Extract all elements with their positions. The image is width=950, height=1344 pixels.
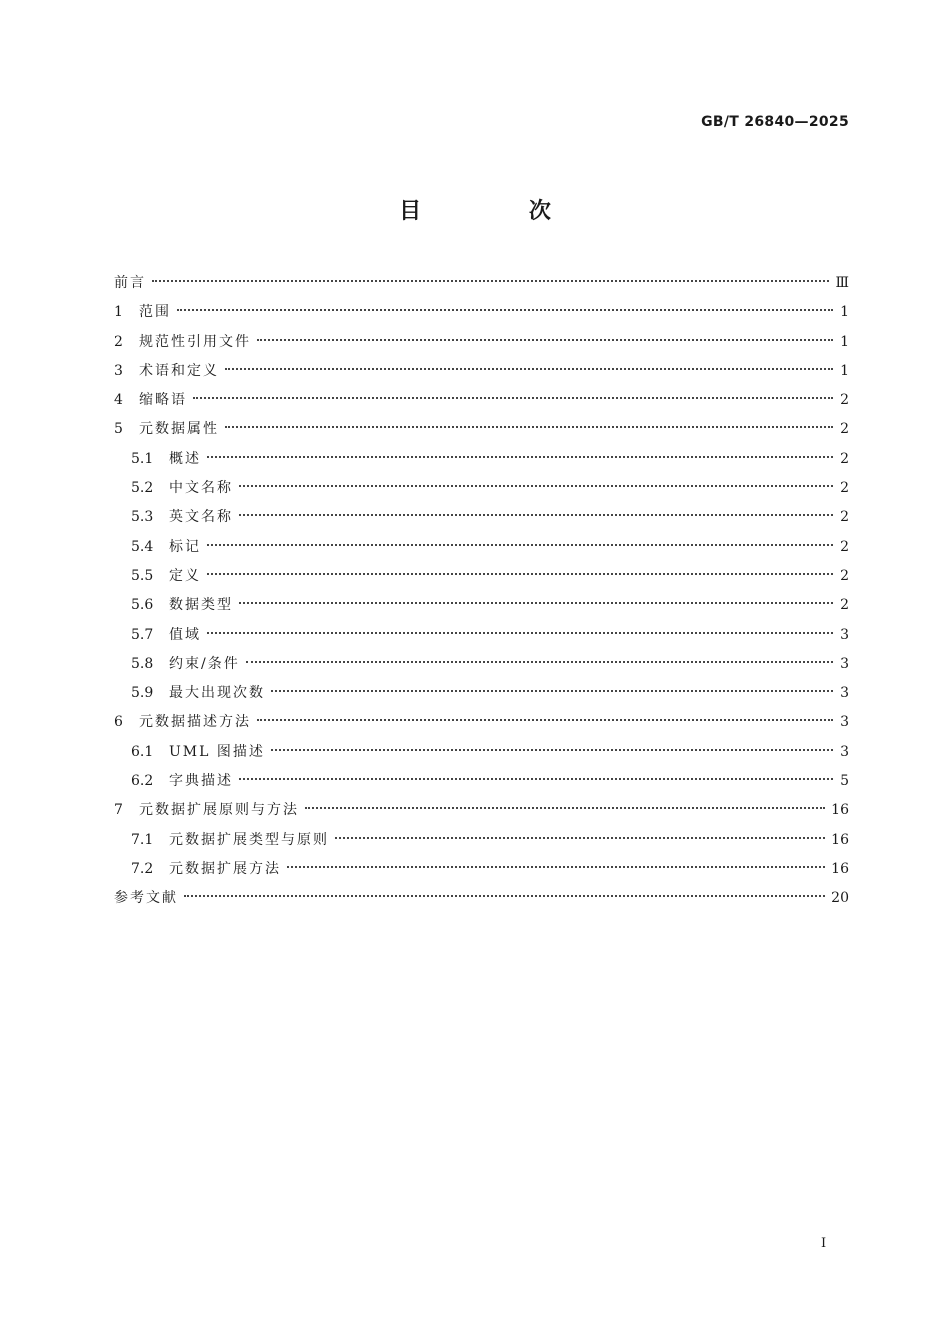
toc-entry-number: 6 [114, 714, 123, 731]
toc-dot-leader [207, 573, 833, 575]
toc-entry-label: 参考文献 [114, 890, 178, 907]
toc-entry[interactable] [114, 796, 849, 825]
toc-entry[interactable] [114, 826, 849, 855]
toc-entry-page: 2 [840, 421, 849, 438]
toc-entry-label: 术语和定义 [139, 362, 219, 379]
toc-dot-leader [239, 778, 833, 780]
toc-entry-number: 5.2 [131, 480, 154, 497]
toc-dot-leader [246, 661, 833, 663]
toc-dot-leader [184, 895, 825, 897]
toc-entry-page: 3 [840, 743, 849, 760]
toc-dot-leader [239, 602, 833, 604]
toc-entry-label: 定义 [169, 567, 201, 584]
toc-entry-page: 16 [831, 860, 849, 877]
toc-entry[interactable] [114, 650, 849, 679]
toc-entry[interactable] [114, 445, 849, 474]
toc-entry[interactable] [114, 533, 849, 562]
toc-entry-number: 6.1 [131, 743, 154, 760]
toc-dot-leader [271, 749, 833, 751]
toc-entry-page: 3 [840, 655, 849, 672]
toc-entry-page: 1 [840, 362, 849, 379]
toc-entry[interactable] [114, 855, 849, 884]
toc-entry-number: 5.7 [131, 626, 154, 643]
toc-entry-label: 前言 [114, 275, 146, 291]
toc-entry-label: 数据类型 [169, 597, 233, 614]
toc-entry-number: 7 [114, 802, 123, 819]
toc-entry-label: 元数据扩展原则与方法 [139, 802, 299, 819]
toc-dot-leader [207, 632, 833, 634]
toc-entry-page: 2 [840, 597, 849, 614]
toc-entry-number: 2 [114, 333, 123, 350]
toc-entry[interactable] [114, 591, 849, 620]
toc-entry-number: 4 [114, 392, 123, 409]
toc-entry-page: 2 [840, 392, 849, 409]
toc-entry-page: 3 [840, 714, 849, 731]
toc-entry-number: 6.2 [131, 773, 154, 790]
toc-entry-label: 规范性引用文件 [139, 333, 251, 350]
toc-entry[interactable] [114, 503, 849, 532]
toc-entry[interactable] [114, 415, 849, 444]
toc-dot-leader [239, 485, 833, 487]
toc-dot-leader [225, 426, 833, 428]
toc-entry-label: 元数据描述方法 [139, 714, 251, 731]
toc-entry-number: 5.1 [131, 450, 154, 467]
toc-entry-label: 元数据属性 [139, 421, 219, 438]
toc-dot-leader [152, 280, 829, 282]
toc-entry-number: 5.5 [131, 567, 154, 584]
toc-entry-number: 5.8 [131, 655, 154, 672]
page-number: I [821, 1236, 827, 1251]
toc-entry[interactable] [114, 328, 849, 357]
toc-entry-label: 中文名称 [169, 480, 233, 497]
toc-entry[interactable] [114, 562, 849, 591]
toc-entry[interactable] [114, 386, 849, 415]
toc-entry-label: 元数据扩展方法 [169, 860, 281, 877]
toc-entry-number: 5.9 [131, 685, 154, 702]
toc-entry-page: 2 [840, 567, 849, 584]
toc-entry-label: 概述 [169, 450, 201, 467]
toc-dot-leader [225, 368, 833, 370]
toc-entry-number: 1 [114, 304, 123, 321]
toc-entry-label: 范围 [139, 304, 171, 321]
toc-entry-page: 1 [840, 304, 849, 321]
toc-entry-number: 3 [114, 362, 123, 379]
toc-entry[interactable] [114, 884, 849, 913]
toc-entry-label: 元数据扩展类型与原则 [169, 831, 329, 848]
toc-entry[interactable] [114, 738, 849, 767]
toc-entry-page: 2 [840, 450, 849, 467]
toc-entry-page: 1 [840, 333, 849, 350]
table-of-contents [114, 269, 849, 914]
toc-entry[interactable] [114, 298, 849, 327]
toc-entry-page: 5 [840, 773, 849, 790]
toc-entry-page: 2 [840, 480, 849, 497]
toc-entry-number: 5.3 [131, 509, 154, 526]
toc-entry[interactable] [114, 474, 849, 503]
toc-dot-leader [239, 514, 833, 516]
toc-entry-label: 值域 [169, 626, 201, 643]
toc-dot-leader [193, 397, 833, 399]
page-title: 目 次 [399, 199, 601, 224]
toc-dot-leader [177, 309, 833, 311]
toc-entry-number: 5.6 [131, 597, 154, 614]
toc-dot-leader [257, 719, 833, 721]
toc-dot-leader [305, 807, 825, 809]
standard-code: GB/T 26840—2025 [701, 114, 849, 130]
toc-entry-label: 标记 [169, 538, 201, 555]
toc-entry-page: 3 [840, 685, 849, 702]
toc-entry-label: 最大出现次数 [169, 685, 265, 702]
toc-entry-number: 5 [114, 421, 123, 438]
toc-entry-label: UML 图描述 [169, 743, 265, 760]
toc-entry-label: 缩略语 [139, 392, 187, 409]
toc-entry-label: 英文名称 [169, 509, 233, 526]
toc-entry-page: Ⅲ [835, 275, 849, 291]
toc-entry[interactable] [114, 708, 849, 737]
toc-entry-label: 字典描述 [169, 773, 233, 790]
toc-entry[interactable] [114, 679, 849, 708]
toc-entry[interactable] [114, 767, 849, 796]
toc-entry-page: 2 [840, 509, 849, 526]
toc-entry-page: 16 [831, 802, 849, 819]
toc-entry-page: 3 [840, 626, 849, 643]
toc-entry-number: 7.2 [131, 860, 154, 877]
toc-dot-leader [207, 456, 833, 458]
toc-entry-number: 5.4 [131, 538, 154, 555]
toc-dot-leader [207, 544, 833, 546]
toc-entry[interactable] [114, 357, 849, 386]
toc-dot-leader [287, 866, 825, 868]
toc-entry-page: 16 [831, 831, 849, 848]
toc-dot-leader [335, 837, 825, 839]
toc-entry-page: 20 [831, 890, 849, 907]
toc-dot-leader [257, 339, 833, 341]
toc-entry-label: 约束/条件 [169, 655, 240, 672]
toc-entry[interactable] [114, 621, 849, 650]
toc-dot-leader [271, 690, 833, 692]
toc-entry-page: 2 [840, 538, 849, 555]
toc-entry[interactable] [114, 269, 849, 298]
toc-entry-number: 7.1 [131, 831, 154, 848]
